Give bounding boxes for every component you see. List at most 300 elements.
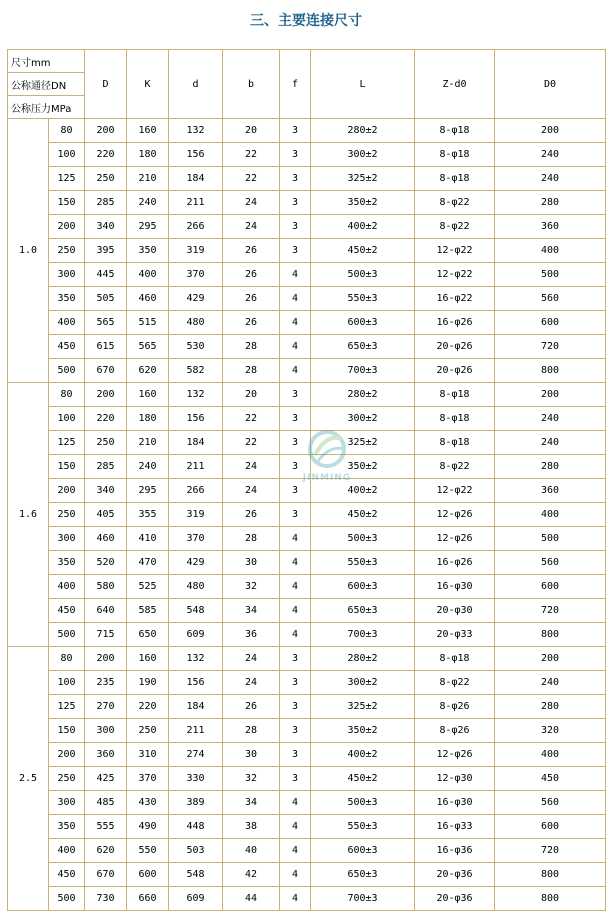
table-cell: 480 — [169, 575, 223, 599]
table-cell: 220 — [127, 695, 169, 719]
table-cell: 26 — [223, 287, 280, 311]
table-cell: 280 — [495, 455, 606, 479]
table-cell: 44 — [223, 887, 280, 911]
table-cell: 20-φ36 — [415, 887, 495, 911]
table-row — [8, 839, 606, 863]
table-cell: 4 — [280, 575, 311, 599]
table-cell: 445 — [85, 263, 127, 287]
table-cell: 295 — [127, 215, 169, 239]
table-cell: 285 — [85, 455, 127, 479]
table-cell: 16-φ33 — [415, 815, 495, 839]
table-cell: 28 — [223, 719, 280, 743]
table-row — [8, 551, 606, 575]
table-cell: 22 — [223, 407, 280, 431]
table-cell: 430 — [127, 791, 169, 815]
table-cell: 450 — [495, 767, 606, 791]
table-cell: 8-φ22 — [415, 671, 495, 695]
table-cell: 16-φ26 — [415, 551, 495, 575]
table-cell: 211 — [169, 455, 223, 479]
table-cell: 4 — [280, 287, 311, 311]
pressure-cell: 1.0 — [8, 119, 49, 383]
table-cell: 125 — [49, 431, 85, 455]
table-cell: 20 — [223, 383, 280, 407]
nominal-diameter-label: 公称通径DN — [8, 73, 85, 96]
table-cell: 24 — [223, 671, 280, 695]
table-row — [8, 743, 606, 767]
table-cell: 12-φ22 — [415, 263, 495, 287]
table-cell: 24 — [223, 479, 280, 503]
page-title: 三、主要连接尺寸 — [250, 13, 362, 29]
table-row — [8, 527, 606, 551]
table-row — [8, 719, 606, 743]
table-cell: 360 — [85, 743, 127, 767]
table-row — [8, 671, 606, 695]
table-cell: 555 — [85, 815, 127, 839]
table-cell: 400±2 — [311, 479, 415, 503]
table-cell: 180 — [127, 407, 169, 431]
table-cell: 470 — [127, 551, 169, 575]
table-cell: 448 — [169, 815, 223, 839]
table-cell: 550±3 — [311, 815, 415, 839]
table-cell: 400 — [127, 263, 169, 287]
table-cell: 550±3 — [311, 551, 415, 575]
table-cell: 800 — [495, 887, 606, 911]
table-cell: 560 — [495, 791, 606, 815]
column-header: K — [127, 50, 169, 119]
table-cell: 450±2 — [311, 503, 415, 527]
table-cell: 16-φ30 — [415, 791, 495, 815]
table-cell: 160 — [127, 383, 169, 407]
table-cell: 100 — [49, 143, 85, 167]
table-cell: 370 — [169, 263, 223, 287]
table-cell: 565 — [127, 335, 169, 359]
table-cell: 8-φ18 — [415, 407, 495, 431]
table-cell: 3 — [280, 431, 311, 455]
table-cell: 565 — [85, 311, 127, 335]
table-cell: 585 — [127, 599, 169, 623]
table-cell: 300 — [49, 263, 85, 287]
table-cell: 600±3 — [311, 311, 415, 335]
table-row — [8, 815, 606, 839]
table-cell: 34 — [223, 599, 280, 623]
table-row — [8, 119, 606, 143]
table-row — [8, 383, 606, 407]
table-cell: 582 — [169, 359, 223, 383]
table-cell: 500±3 — [311, 263, 415, 287]
table-cell: 3 — [280, 455, 311, 479]
table-cell: 450 — [49, 863, 85, 887]
table-cell: 38 — [223, 815, 280, 839]
table-cell: 3 — [280, 719, 311, 743]
table-cell: 350±2 — [311, 455, 415, 479]
table-cell: 620 — [85, 839, 127, 863]
column-header: f — [280, 50, 311, 119]
table-cell: 250 — [85, 167, 127, 191]
table-cell: 8-φ18 — [415, 119, 495, 143]
table-cell: 350±2 — [311, 719, 415, 743]
table-row — [8, 407, 606, 431]
table-cell: 4 — [280, 551, 311, 575]
table-cell: 325±2 — [311, 695, 415, 719]
table-cell: 400 — [495, 743, 606, 767]
table-cell: 12-φ30 — [415, 767, 495, 791]
table-cell: 200 — [49, 743, 85, 767]
table-row — [8, 767, 606, 791]
table-row — [8, 239, 606, 263]
table-cell: 3 — [280, 647, 311, 671]
table-cell: 42 — [223, 863, 280, 887]
table-cell: 280±2 — [311, 383, 415, 407]
table-row — [8, 215, 606, 239]
table-cell: 525 — [127, 575, 169, 599]
table-cell: 20-φ26 — [415, 359, 495, 383]
table-cell: 190 — [127, 671, 169, 695]
table-cell: 700±3 — [311, 887, 415, 911]
table-row — [8, 263, 606, 287]
table-cell: 4 — [280, 359, 311, 383]
dimensions-table — [7, 49, 606, 911]
table-cell: 650 — [127, 623, 169, 647]
table-cell: 520 — [85, 551, 127, 575]
table-cell: 500±3 — [311, 527, 415, 551]
table-cell: 505 — [85, 287, 127, 311]
table-cell: 22 — [223, 431, 280, 455]
table-cell: 800 — [495, 863, 606, 887]
table-cell: 132 — [169, 647, 223, 671]
column-header: d — [169, 50, 223, 119]
table-cell: 16-φ36 — [415, 839, 495, 863]
table-cell: 800 — [495, 359, 606, 383]
table-cell: 295 — [127, 479, 169, 503]
table-cell: 389 — [169, 791, 223, 815]
table-cell: 480 — [169, 311, 223, 335]
table-cell: 609 — [169, 887, 223, 911]
table-cell: 3 — [280, 503, 311, 527]
table-row — [8, 863, 606, 887]
table-cell: 250 — [49, 767, 85, 791]
table-cell: 8-φ26 — [415, 695, 495, 719]
table-cell: 80 — [49, 383, 85, 407]
table-cell: 24 — [223, 455, 280, 479]
table-cell: 503 — [169, 839, 223, 863]
table-cell: 156 — [169, 143, 223, 167]
table-cell: 400±2 — [311, 215, 415, 239]
table-cell: 8-φ22 — [415, 215, 495, 239]
table-row — [8, 359, 606, 383]
table-row — [8, 143, 606, 167]
table-cell: 32 — [223, 767, 280, 791]
table-cell: 400 — [49, 311, 85, 335]
table-cell: 340 — [85, 479, 127, 503]
table-row — [8, 623, 606, 647]
table-cell: 340 — [85, 215, 127, 239]
table-cell: 160 — [127, 119, 169, 143]
table-cell: 660 — [127, 887, 169, 911]
table-cell: 150 — [49, 719, 85, 743]
table-cell: 460 — [127, 287, 169, 311]
table-cell: 200 — [85, 647, 127, 671]
table-cell: 34 — [223, 791, 280, 815]
table-cell: 650±3 — [311, 599, 415, 623]
table-cell: 3 — [280, 479, 311, 503]
table-cell: 211 — [169, 191, 223, 215]
table-cell: 560 — [495, 551, 606, 575]
table-cell: 319 — [169, 503, 223, 527]
table-cell: 350 — [49, 815, 85, 839]
table-cell: 4 — [280, 815, 311, 839]
table-cell: 3 — [280, 767, 311, 791]
table-row — [8, 167, 606, 191]
table-cell: 800 — [495, 623, 606, 647]
table-cell: 220 — [85, 143, 127, 167]
table-row — [8, 599, 606, 623]
table-cell: 125 — [49, 695, 85, 719]
table-cell: 600 — [495, 815, 606, 839]
table-cell: 548 — [169, 599, 223, 623]
table-cell: 670 — [85, 359, 127, 383]
table-cell: 650±3 — [311, 863, 415, 887]
table-cell: 460 — [85, 527, 127, 551]
table-cell: 300±2 — [311, 143, 415, 167]
table-cell: 211 — [169, 719, 223, 743]
table-cell: 20 — [223, 119, 280, 143]
table-cell: 450 — [49, 335, 85, 359]
table-row — [8, 647, 606, 671]
table-cell: 8-φ26 — [415, 719, 495, 743]
table-cell: 132 — [169, 383, 223, 407]
table-cell: 200 — [495, 119, 606, 143]
watermark-text: JINMING — [302, 473, 352, 483]
table-cell: 26 — [223, 239, 280, 263]
table-cell: 8-φ18 — [415, 167, 495, 191]
table-cell: 12-φ22 — [415, 239, 495, 263]
column-header: L — [311, 50, 415, 119]
size-unit-label: 尺寸mm — [8, 50, 85, 73]
table-cell: 26 — [223, 503, 280, 527]
table-cell: 4 — [280, 263, 311, 287]
table-cell: 24 — [223, 215, 280, 239]
table-cell: 266 — [169, 479, 223, 503]
table-cell: 600±3 — [311, 575, 415, 599]
table-cell: 550 — [127, 839, 169, 863]
nominal-pressure-label: 公称压力MPa — [8, 96, 85, 119]
table-cell: 200 — [495, 647, 606, 671]
table-cell: 310 — [127, 743, 169, 767]
table-row — [8, 311, 606, 335]
table-cell: 280±2 — [311, 647, 415, 671]
table-cell: 150 — [49, 455, 85, 479]
table-cell: 620 — [127, 359, 169, 383]
table-cell: 4 — [280, 335, 311, 359]
table-cell: 200 — [495, 383, 606, 407]
table-cell: 600 — [495, 311, 606, 335]
table-cell: 370 — [169, 527, 223, 551]
table-cell: 28 — [223, 335, 280, 359]
table-cell: 3 — [280, 215, 311, 239]
table-cell: 40 — [223, 839, 280, 863]
table-cell: 250 — [85, 431, 127, 455]
table-cell: 240 — [495, 167, 606, 191]
table-cell: 3 — [280, 143, 311, 167]
table-cell: 4 — [280, 311, 311, 335]
pressure-cell: 1.6 — [8, 383, 49, 647]
table-cell: 300 — [85, 719, 127, 743]
table-cell: 4 — [280, 863, 311, 887]
table-cell: 325±2 — [311, 431, 415, 455]
table-cell: 405 — [85, 503, 127, 527]
table-cell: 150 — [49, 191, 85, 215]
table-cell: 250 — [49, 239, 85, 263]
table-cell: 8-φ22 — [415, 455, 495, 479]
table-cell: 410 — [127, 527, 169, 551]
table-cell: 400 — [49, 575, 85, 599]
table-cell: 300±2 — [311, 671, 415, 695]
table-cell: 3 — [280, 239, 311, 263]
table-cell: 24 — [223, 191, 280, 215]
table-cell: 500 — [495, 527, 606, 551]
table-cell: 4 — [280, 887, 311, 911]
table-cell: 609 — [169, 623, 223, 647]
table-cell: 280 — [495, 191, 606, 215]
table-cell: 350 — [127, 239, 169, 263]
table-cell: 319 — [169, 239, 223, 263]
table-cell: 3 — [280, 407, 311, 431]
table-cell: 200 — [49, 215, 85, 239]
table-cell: 16-φ26 — [415, 311, 495, 335]
table-cell: 490 — [127, 815, 169, 839]
table-row — [8, 335, 606, 359]
table-cell: 500±3 — [311, 791, 415, 815]
table-cell: 485 — [85, 791, 127, 815]
table-cell: 355 — [127, 503, 169, 527]
table-cell: 3 — [280, 671, 311, 695]
table-cell: 3 — [280, 743, 311, 767]
table-cell: 22 — [223, 143, 280, 167]
table-cell: 700±3 — [311, 359, 415, 383]
table-cell: 325±2 — [311, 167, 415, 191]
table-cell: 26 — [223, 311, 280, 335]
table-cell: 720 — [495, 839, 606, 863]
table-cell: 210 — [127, 431, 169, 455]
table-cell: 235 — [85, 671, 127, 695]
table-cell: 240 — [495, 407, 606, 431]
table-cell: 330 — [169, 767, 223, 791]
table-cell: 8-φ18 — [415, 383, 495, 407]
table-cell: 12-φ22 — [415, 479, 495, 503]
table-cell: 22 — [223, 167, 280, 191]
table-cell: 550±3 — [311, 287, 415, 311]
table-cell: 26 — [223, 695, 280, 719]
table-row — [8, 887, 606, 911]
table-cell: 274 — [169, 743, 223, 767]
table-cell: 240 — [127, 191, 169, 215]
table-cell: 400 — [495, 239, 606, 263]
table-cell: 280±2 — [311, 119, 415, 143]
table-cell: 4 — [280, 839, 311, 863]
table-cell: 515 — [127, 311, 169, 335]
table-cell: 24 — [223, 647, 280, 671]
table-cell: 270 — [85, 695, 127, 719]
table-cell: 36 — [223, 623, 280, 647]
table-cell: 156 — [169, 407, 223, 431]
table-cell: 80 — [49, 647, 85, 671]
table-cell: 320 — [495, 719, 606, 743]
table-cell: 350±2 — [311, 191, 415, 215]
table-cell: 160 — [127, 647, 169, 671]
table-cell: 580 — [85, 575, 127, 599]
table-cell: 530 — [169, 335, 223, 359]
table-cell: 429 — [169, 287, 223, 311]
table-cell: 240 — [495, 143, 606, 167]
table-cell: 100 — [49, 671, 85, 695]
column-header: D — [85, 50, 127, 119]
table-cell: 3 — [280, 191, 311, 215]
table-cell: 20-φ26 — [415, 335, 495, 359]
table-cell: 500 — [49, 887, 85, 911]
table-cell: 32 — [223, 575, 280, 599]
table-cell: 8-φ18 — [415, 431, 495, 455]
table-row — [8, 695, 606, 719]
table-cell: 450±2 — [311, 239, 415, 263]
table-cell: 20-φ36 — [415, 863, 495, 887]
table-cell: 720 — [495, 335, 606, 359]
table-cell: 240 — [495, 671, 606, 695]
table-cell: 220 — [85, 407, 127, 431]
table-cell: 560 — [495, 287, 606, 311]
table-cell: 80 — [49, 119, 85, 143]
table-cell: 3 — [280, 167, 311, 191]
table-cell: 132 — [169, 119, 223, 143]
table-cell: 8-φ22 — [415, 191, 495, 215]
table-cell: 250 — [127, 719, 169, 743]
table-cell: 12-φ26 — [415, 527, 495, 551]
table-cell: 300 — [49, 527, 85, 551]
table-cell: 20-φ33 — [415, 623, 495, 647]
table-cell: 250 — [49, 503, 85, 527]
table-cell: 180 — [127, 143, 169, 167]
table-cell: 300 — [49, 791, 85, 815]
table-cell: 8-φ18 — [415, 143, 495, 167]
table-cell: 285 — [85, 191, 127, 215]
pressure-cell: 2.5 — [8, 647, 49, 911]
table-cell: 615 — [85, 335, 127, 359]
table-cell: 156 — [169, 671, 223, 695]
table-cell: 4 — [280, 599, 311, 623]
table-cell: 670 — [85, 863, 127, 887]
table-cell: 20-φ30 — [415, 599, 495, 623]
table-cell: 4 — [280, 623, 311, 647]
table-row — [8, 503, 606, 527]
table-cell: 600 — [495, 575, 606, 599]
table-cell: 3 — [280, 695, 311, 719]
table-cell: 400±2 — [311, 743, 415, 767]
table-cell: 360 — [495, 215, 606, 239]
table-cell: 600±3 — [311, 839, 415, 863]
table-cell: 429 — [169, 551, 223, 575]
table-cell: 370 — [127, 767, 169, 791]
table-cell: 720 — [495, 599, 606, 623]
table-cell: 16-φ30 — [415, 575, 495, 599]
table-cell: 715 — [85, 623, 127, 647]
column-header: b — [223, 50, 280, 119]
table-row — [8, 191, 606, 215]
table-cell: 26 — [223, 263, 280, 287]
table-cell: 3 — [280, 119, 311, 143]
table-cell: 184 — [169, 431, 223, 455]
header-row — [8, 50, 606, 73]
table-cell: 12-φ26 — [415, 743, 495, 767]
table-cell: 700±3 — [311, 623, 415, 647]
